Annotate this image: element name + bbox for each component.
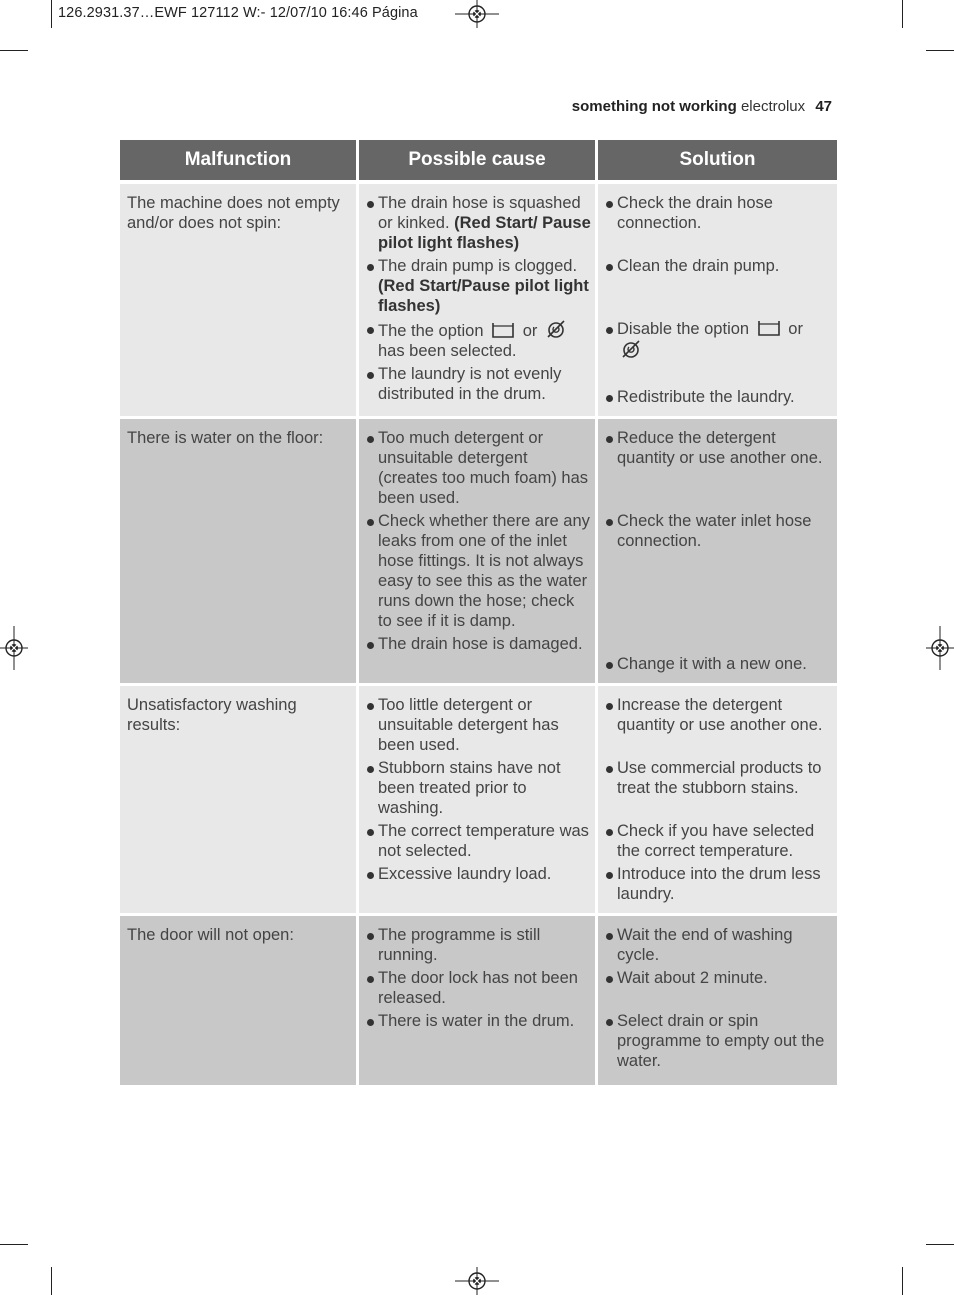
section-title: something not working <box>571 98 737 115</box>
cause-cell <box>359 916 595 1085</box>
list-item: The the option or has been selected. <box>366 319 591 361</box>
cause-cell <box>359 184 595 416</box>
malfunction-text: The machine does not empty and/or does not spin: <box>127 194 340 232</box>
registration-mark-icon <box>926 626 954 670</box>
list-item: There is water in the drum. <box>366 1011 591 1031</box>
list-item: Change it with a new one. <box>605 654 833 674</box>
list-item: Wait about 2 minute. <box>605 968 833 988</box>
list-item: Use commercial products to treat the stubborn stains. <box>605 758 833 798</box>
list-item: The drain hose is damaged. <box>366 634 591 654</box>
column-header-solution: Solution <box>598 140 837 180</box>
no-spin-icon <box>545 319 567 339</box>
solution-cell <box>598 916 837 1085</box>
table-row <box>120 686 837 913</box>
troubleshooting-table <box>117 140 840 1085</box>
list-item: Check if you have selected the correct temperature. <box>605 821 833 861</box>
solution-cell <box>598 419 837 683</box>
list-item: Too little detergent or unsuitable detergent has been used. <box>366 695 591 755</box>
list-item: The door lock has not been released. <box>366 968 591 1008</box>
malfunction-cell <box>120 686 356 913</box>
list-item: The drain hose is squashed or kinked. (Red Start/ Pause pilot light flashes) <box>366 193 591 253</box>
solution-cell <box>598 686 837 913</box>
list-item: Increase the detergent quantity or use another one. <box>605 695 833 735</box>
crop-mark <box>902 1267 903 1295</box>
print-slug: 126.2931.37…EWF 127112 W:- 12/07/10 16:46 Página <box>58 5 418 21</box>
list-item: The laundry is not evenly distributed in the drum. <box>366 364 591 404</box>
solution-cell <box>598 184 837 416</box>
cause-cell <box>359 419 595 683</box>
list-item: Redistribute the laundry. <box>605 387 833 407</box>
registration-mark-icon <box>455 0 499 28</box>
list-item: The drain pump is clogged. (Red Start/Pause pilot light flashes) <box>366 256 591 316</box>
column-header-malfunction: Malfunction <box>120 140 356 180</box>
list-item: Excessive laundry load. <box>366 864 591 884</box>
list-item: Stubborn stains have not been treated prior to washing. <box>366 758 591 818</box>
table-row <box>120 184 837 416</box>
malfunction-text: There is water on the floor: <box>127 429 324 447</box>
cause-cell <box>359 686 595 913</box>
list-item: The programme is still running. <box>366 925 591 965</box>
running-header <box>572 98 832 115</box>
crop-mark <box>926 50 954 51</box>
list-item: The correct temperature was not selected. <box>366 821 591 861</box>
list-item: Check the drain hose connection. <box>605 193 833 233</box>
malfunction-cell <box>120 916 356 1085</box>
rinse-hold-icon <box>757 319 781 337</box>
list-item: Wait the end of washing cycle. <box>605 925 833 965</box>
malfunction-text: The door will not open: <box>127 926 294 944</box>
registration-mark-icon <box>0 626 28 670</box>
malfunction-text: Unsatisfactory washing results: <box>127 696 297 734</box>
crop-mark <box>51 0 52 28</box>
list-item: Clean the drain pump. <box>605 256 833 276</box>
table-row <box>120 916 837 1085</box>
brand-name: electrolux <box>740 98 806 115</box>
crop-mark <box>0 1244 28 1245</box>
column-header-possible-cause: Possible cause <box>359 140 595 180</box>
list-item: Reduce the detergent quantity or use another one. <box>605 428 833 468</box>
crop-mark <box>926 1244 954 1245</box>
crop-mark <box>51 1267 52 1295</box>
page-number: 47 <box>815 98 832 115</box>
malfunction-cell <box>120 184 356 416</box>
table-row <box>120 419 837 683</box>
list-item: Select drain or spin programme to empty out the water. <box>605 1011 833 1071</box>
rinse-hold-icon <box>491 321 515 339</box>
list-item: Too much detergent or unsuitable detergent (creates too much foam) has been used. <box>366 428 591 508</box>
malfunction-cell <box>120 419 356 683</box>
no-spin-icon <box>620 339 642 359</box>
registration-mark-icon <box>455 1267 499 1295</box>
crop-mark <box>902 0 903 28</box>
list-item: Introduce into the drum less laundry. <box>605 864 833 904</box>
table-header-row <box>120 140 837 180</box>
crop-mark <box>0 50 28 51</box>
list-item: Disable the option or <box>605 319 833 361</box>
list-item: Check whether there are any leaks from one of the inlet hose fittings. It is not always easy to see this as the water runs down the hose; check to see if it is damp. <box>366 511 591 631</box>
list-item: Check the water inlet hose connection. <box>605 511 833 551</box>
